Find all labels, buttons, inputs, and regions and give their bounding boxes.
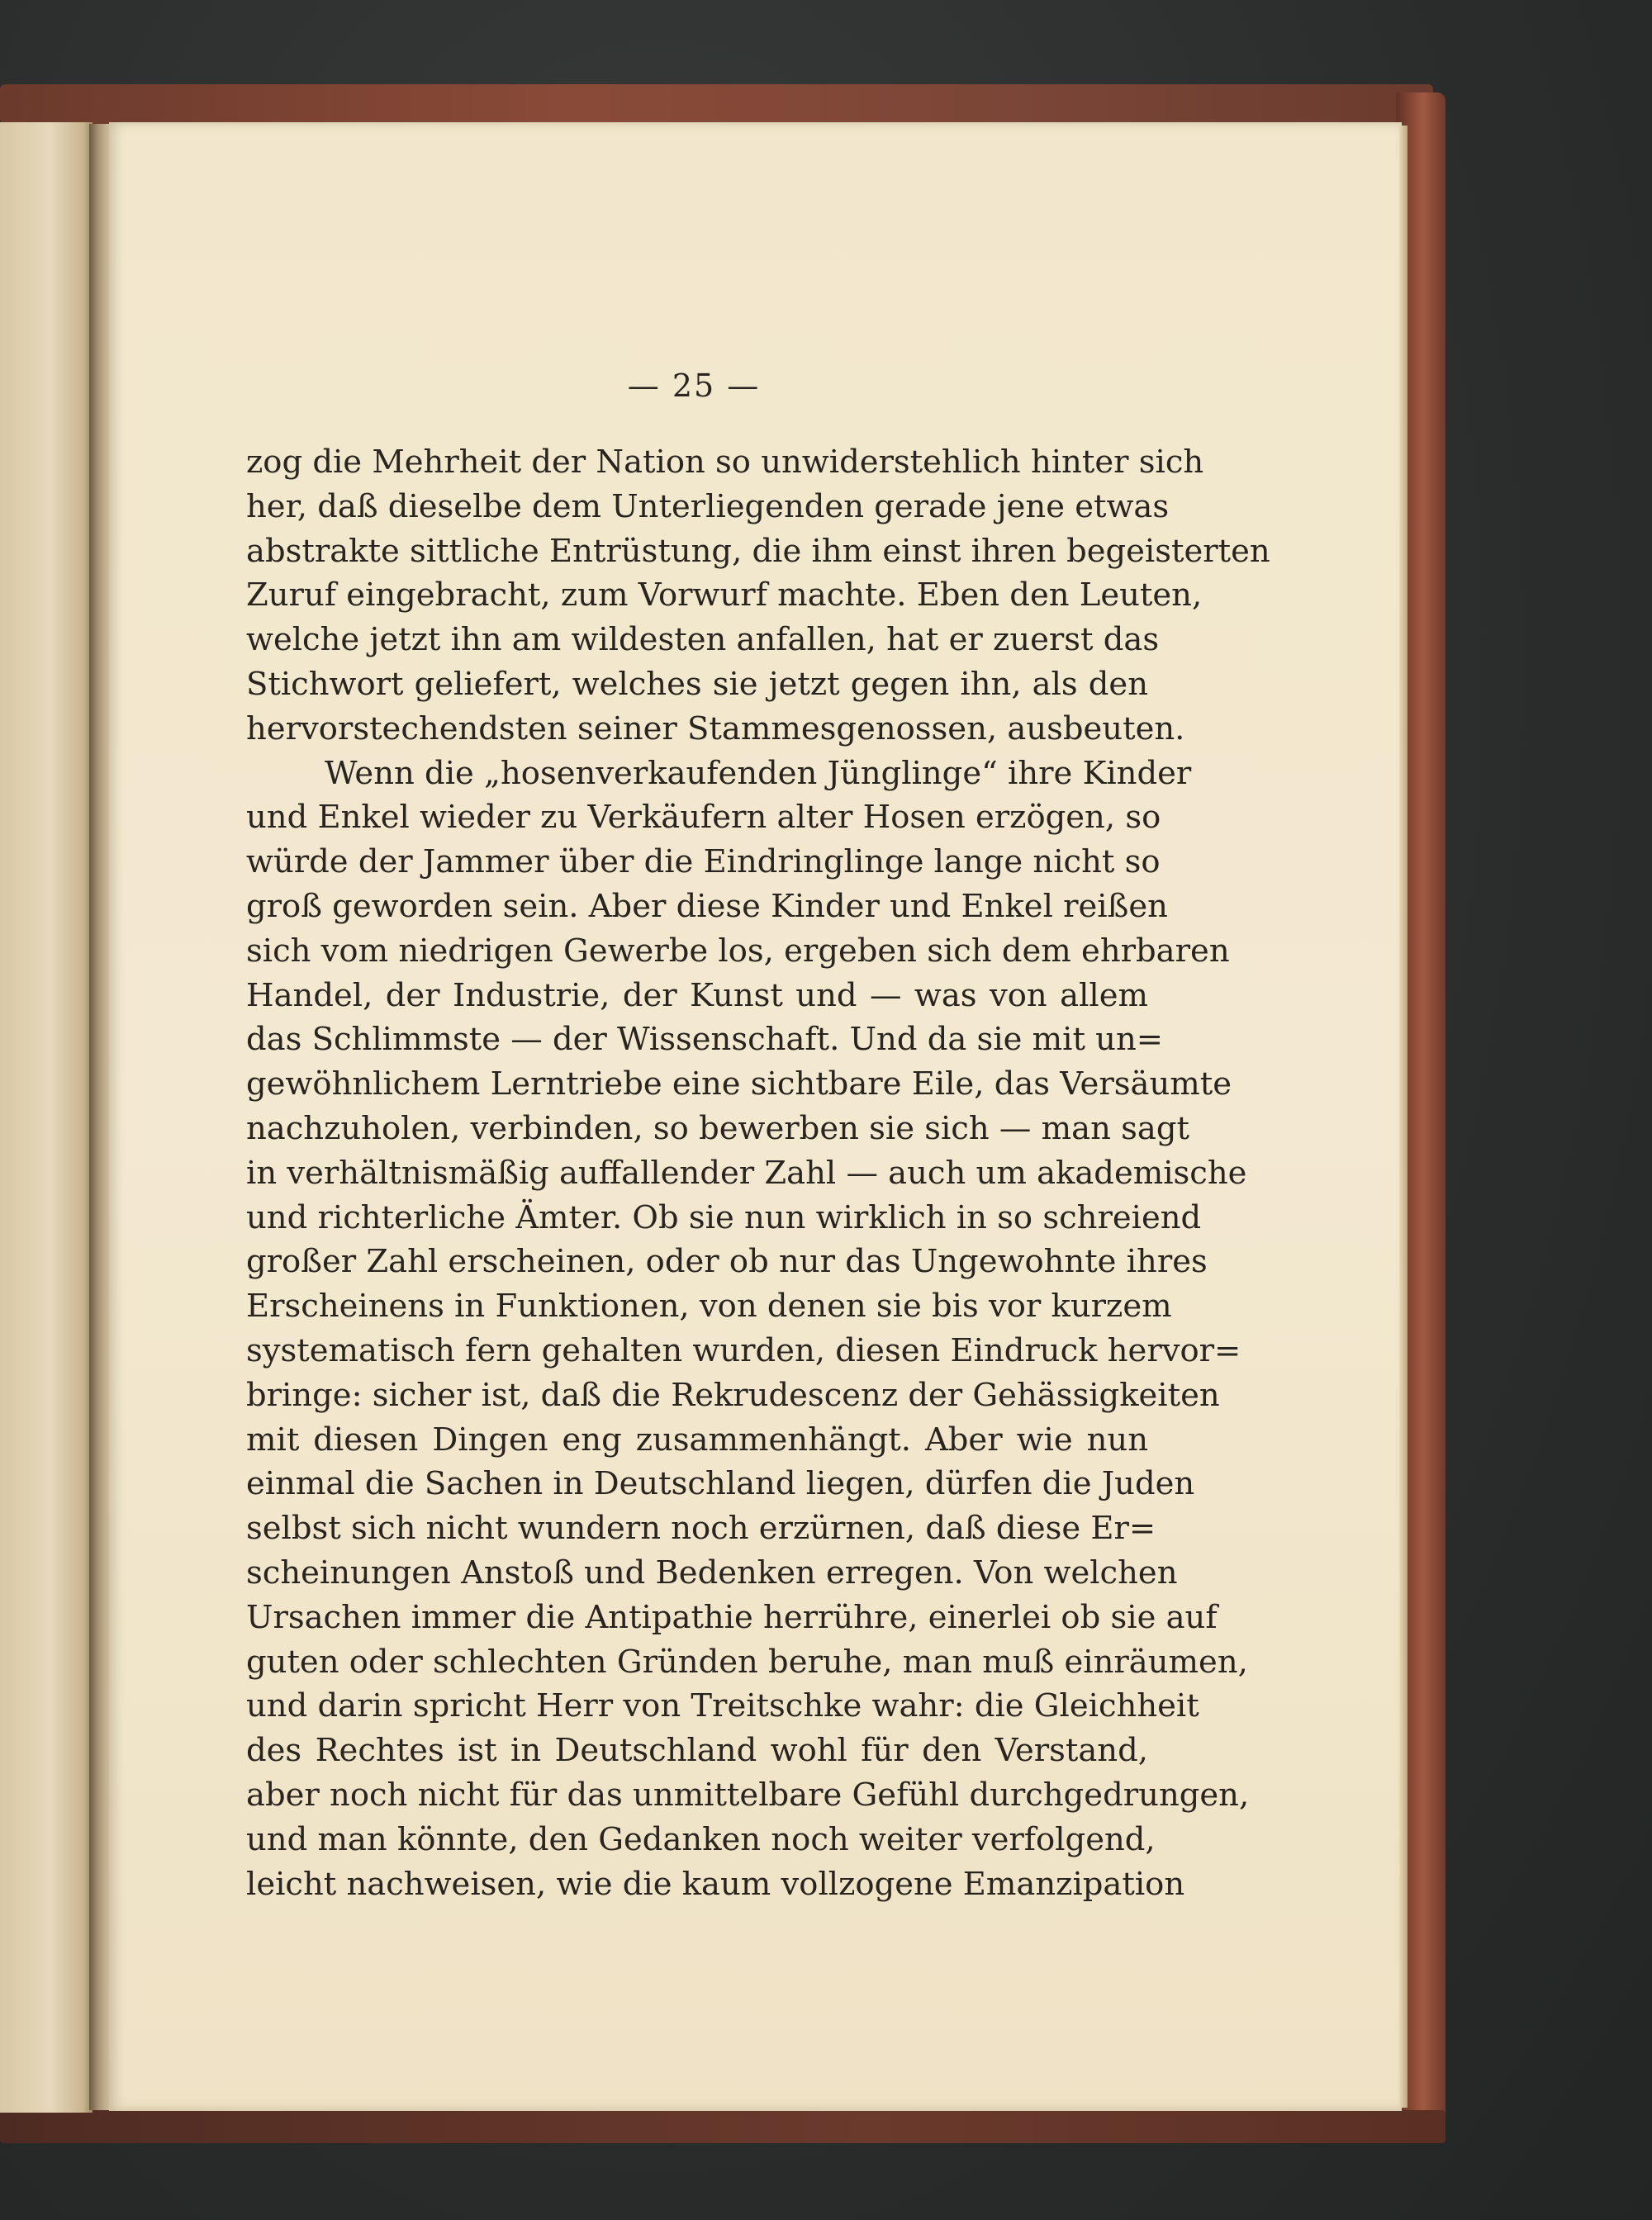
text-line: Handel, der Industrie, der Kunst und — was von allem: [246, 976, 1148, 1014]
text-line: gewöhnlichem Lerntriebe eine sichtbare Eile, das Versäumte: [246, 1065, 1232, 1103]
text-line: scheinungen Anstoß und Bedenken erregen. Von welchen: [246, 1554, 1178, 1591]
text-line: groß geworden sein. Aber diese Kinder und Enkel reißen: [246, 887, 1168, 925]
text-line: Zuruf eingebracht, zum Vorwurf machte. Eben den Leuten,: [246, 576, 1203, 614]
text-line: würde der Jammer über die Eindringlinge lange nicht so: [246, 843, 1161, 881]
text-line: mit diesen Dingen eng zusammenhängt. Aber wie nun: [246, 1421, 1148, 1459]
text-line: das Schlimmste — der Wissenschaft. Und da sie mit un=: [246, 1021, 1164, 1059]
text-line: und richterliche Ämter. Ob sie nun wirklich in so schreiend: [246, 1198, 1202, 1236]
text-line: nachzuholen, verbinden, so bewerben sie sich — man sagt: [246, 1109, 1189, 1147]
text-line: sich vom niedrigen Gewerbe los, ergeben sich dem ehrbaren: [246, 932, 1230, 970]
text-line: großer Zahl erscheinen, oder ob nur das Ungewohnte ihres: [246, 1243, 1208, 1281]
text-line: Wenn die „hosenverkaufenden Jünglinge“ ihre Kinder: [325, 754, 1192, 792]
book-cover-bottom-edge: [0, 2110, 1446, 2143]
text-line: aber noch nicht für das unmittelbare Gefühl durchgedrungen,: [246, 1776, 1250, 1814]
text-line: leicht nachweisen, wie die kaum vollzogene Emanzipation: [246, 1865, 1185, 1903]
text-line: und Enkel wieder zu Verkäufern alter Hosen erzögen, so: [246, 799, 1161, 837]
facing-page-edge: [0, 122, 93, 2113]
text-line: und man könnte, den Gedanken noch weiter verfolgend,: [246, 1820, 1156, 1858]
text-line: Stichwort geliefert, welches sie jetzt gegen ihn, als den: [246, 665, 1148, 703]
text-line: zog die Mehrheit der Nation so unwiderstehlich hinter sich: [246, 444, 1204, 481]
book-cover-top-edge: [0, 84, 1433, 124]
text-line: hervorstechendsten seiner Stammesgenossen, ausbeuten.: [246, 709, 1185, 747]
text-line: guten oder schlechten Gründen beruhe, man muß einräumen,: [246, 1643, 1248, 1681]
text-line: abstrakte sittliche Entrüstung, die ihm einst ihren begeisterten: [246, 532, 1270, 570]
text-line: bringe: sicher ist, daß die Rekrudescenz der Gehässigkeiten: [246, 1376, 1220, 1414]
page-number: — 25 —: [627, 368, 761, 404]
text-line: selbst sich nicht wundern noch erzürnen, daß diese Er=: [246, 1510, 1156, 1548]
text-line: Erscheinens in Funktionen, von denen sie bis vor kurzem: [246, 1288, 1172, 1326]
text-line: welche jetzt ihn am wildesten anfallen, hat er zuerst das: [246, 621, 1160, 659]
text-line: und darin spricht Herr von Treitschke wahr: die Gleichheit: [246, 1687, 1199, 1725]
text-line: einmal die Sachen in Deutschland liegen, dürfen die Juden: [246, 1465, 1195, 1503]
text-line: in verhältnismäßig auffallender Zahl — auch um akademische: [246, 1154, 1247, 1192]
page-stack-edge: [1399, 126, 1408, 2108]
text-line: her, daß dieselbe dem Unterliegenden gerade jene etwas: [246, 487, 1170, 525]
text-line: systematisch fern gehalten wurden, diesen Eindruck hervor=: [246, 1331, 1241, 1369]
page-body-text: [246, 440, 1270, 1906]
text-line: des Rechtes ist in Deutschland wohl für den Verstand,: [246, 1732, 1148, 1770]
text-line: Ursachen immer die Antipathie herrühre, einerlei ob sie auf: [246, 1598, 1218, 1636]
